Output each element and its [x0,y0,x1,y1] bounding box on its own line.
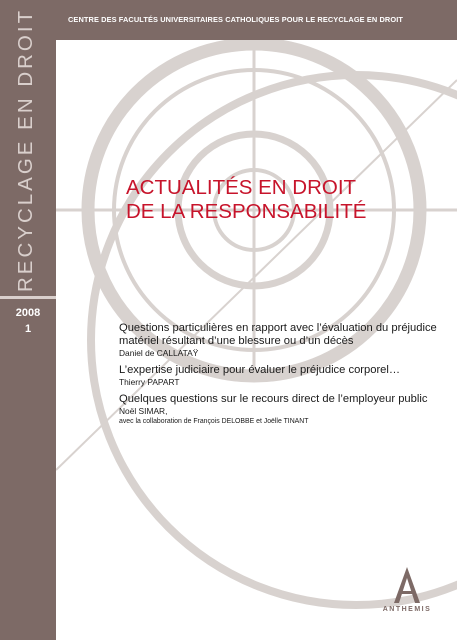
article-author: Noël SIMAR, [119,406,168,416]
volume-info [8,305,48,337]
publication-title [126,176,426,224]
article-title: Quelques questions sur le recours direct de l’employeur public [119,393,428,405]
volume-year: 2008 [15,307,41,319]
article-collaboration: avec la collaboration de François DELOBBE et Joëlle TINANT [119,418,309,425]
article-title: L’expertise judiciaire pour évaluer le préjudice corporel… [119,364,401,376]
title-line-1: ACTUALITÉS EN DROIT [126,176,357,199]
institution-name: CENTRE DES FACULTÉS UNIVERSITAIRES CATHOLIQUES POUR LE RECYCLAGE EN DROIT [68,15,403,24]
article-item [119,364,439,388]
title-line-2: DE LA RESPONSABILITÉ [126,200,367,223]
volume-issue: 1 [24,323,32,335]
article-author: Daniel de CALLATAŸ [119,348,199,358]
publisher-name: ANTHEMIS [382,606,432,613]
sidebar-divider [0,296,56,299]
article-item [119,322,439,359]
anthemis-a-icon [392,566,422,604]
article-item [119,393,439,427]
articles-list [119,322,439,432]
article-title: Questions particulières en rapport avec l’évaluation du préjudice matériel résultant d’une blessure ou d’un décès [119,322,437,347]
series-title: RECYCLAGE EN DROIT [14,7,37,292]
article-author: Thierry PAPART [119,377,180,387]
header-bar [56,0,457,40]
sidebar [0,0,56,640]
publisher-logo [379,566,435,613]
